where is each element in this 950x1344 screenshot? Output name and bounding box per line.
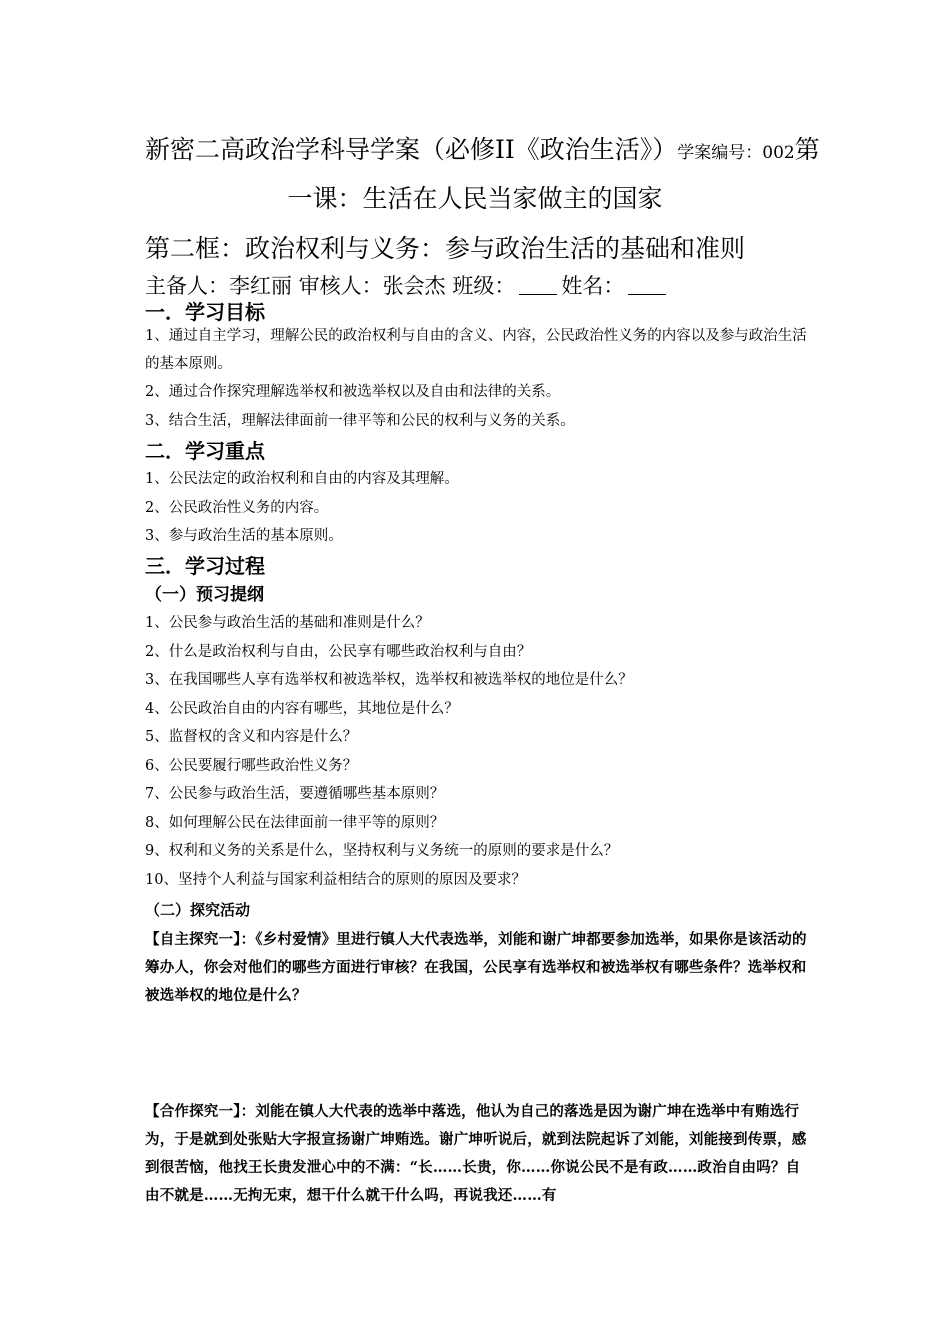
preview-question: 7、公民参与政治生活，要遵循哪些基本原则？ (145, 786, 445, 802)
preview-question: 2、什么是政治权利与自由，公民享有哪些政治权利与自由？ (145, 644, 532, 660)
explore-self-text: 《乡村爱情》里进行镇人大代表选举，刘能和谢广坤都要参加选举，如果你是该活动的筹办人，你会对他们的哪些方面进行审核？在我国，公民享有选举权和被选举权有哪些条件？选举权和被选举权的地位是什么？ (145, 931, 807, 1004)
section-title: 第二框：政治权利与义务：参与政治生活的基础和准则 (145, 234, 746, 263)
explore-coop-label: 【合作探究一】： (145, 1103, 256, 1120)
explore-self-label: 【自主探究一】： (145, 931, 256, 948)
preview-question: 9、权利和义务的关系是什么，坚持权利与义务统一的原则的要求是什么？ (145, 843, 619, 859)
explore-coop-1 (145, 1098, 811, 1210)
preview-question: 10、坚持个人利益与国家利益相结合的原则的原因及要求？ (145, 872, 526, 888)
doc-title-main: 新密二高政治学科导学案（必修II《政治生活》） (145, 135, 678, 164)
lesson-title: 一课：生活在人民当家做主的国家 (287, 184, 663, 213)
explore-self-1 (145, 926, 811, 1010)
doc-number: 学案编号：002 (677, 143, 795, 163)
heading-focus: 二．学习重点 (145, 439, 265, 463)
focus-item: 3、参与政治生活的基本原则。 (145, 528, 343, 544)
explore-coop-text: 刘能在镇人大代表的选举中落选，他认为自己的落选是因为谢广坤在选举中有贿选行为，于是就到处张贴大字报宣扬谢广坤贿选。谢广坤听说后，就到法院起诉了刘能，刘能接到传票，感到很苦恼，他找王长贵发泄心中的不满：“长……长贵，你……你说公民不是有政……政治自由吗？自由不就是……无拘无束，想干什么就干什么吗，再说我还……有 (145, 1103, 807, 1204)
preview-question: 6、公民要履行哪些政治性义务？ (145, 758, 358, 774)
preview-question: 8、如何理解公民在法律面前一律平等的原则？ (145, 815, 445, 831)
preview-question: 3、在我国哪些人享有选举权和被选举权，选举权和被选举权的地位是什么？ (145, 672, 633, 688)
heading-goals: 一．学习目标 (145, 300, 265, 324)
goal-item: 2、通过合作探究理解选举权和被选举权以及自由和法律的关系。 (145, 384, 561, 400)
doc-title-tail: 第 (794, 135, 820, 164)
focus-item: 1、公民法定的政治权利和自由的内容及其理解。 (145, 471, 459, 487)
name-label: 姓名： (561, 274, 625, 298)
class-blank[interactable] (519, 274, 557, 295)
subheading-explore: （二）探究活动 (145, 901, 251, 919)
preview-question: 5、监督权的含义和内容是什么？ (145, 729, 358, 745)
goal-item: 3、结合生活，理解法律面前一律平等和公民的权利与义务的关系。 (145, 413, 575, 429)
doc-title-line1 (145, 133, 820, 170)
focus-item: 2、公民政治性义务的内容。 (145, 500, 329, 516)
subheading-preview: （一）预习提纲 (145, 585, 264, 605)
name-blank[interactable] (628, 274, 666, 295)
author-text: 主备人：李红丽 审核人：张会杰 班级： (145, 274, 516, 298)
goal-item: 1、通过自主学习，理解公民的政治权利与自由的含义、内容，公民政治性义务的内容以及参与政治生活的基本原则。 (145, 328, 807, 372)
heading-process: 三．学习过程 (145, 554, 265, 578)
preview-question: 1、公民参与政治生活的基础和准则是什么？ (145, 615, 430, 631)
preview-question: 4、公民政治自由的内容有哪些，其地位是什么？ (145, 701, 459, 717)
author-line (145, 272, 670, 300)
